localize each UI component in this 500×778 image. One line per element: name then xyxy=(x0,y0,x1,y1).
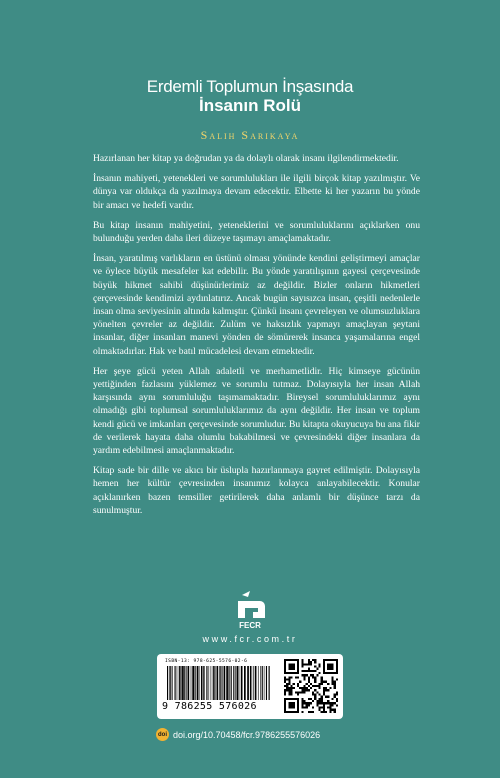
doi-text: doi.org/10.70458/fcr.9786255576026 xyxy=(173,729,321,740)
author-name: Salih Sarikaya xyxy=(200,128,300,142)
paragraph: İnsan, yaratılmış varlıkların en üstünü olması yönünde kendini geliştirmeyi amaçlar ve öylece büyük mesafeler kat edebilir. Bu yönde yaratılışının gayesi çerçevesinde büyük hikmet sahibi düşünürlerimiz az değildir. Bizler onların hikmetleri çerçevesinde kendimizi aydınlatırız. Ancak bugün sayısızca insan, çeşitli nedenlerle insan olma seviyesinin altında kalmıştır. Çünkü insanı çevreleyen ve olumsuzluklara yönelten çevreler az değildir. Zulüm ve haksızlık yapmayı amaçlayan şeytani insanlar, diğer insanları manevi yönden de sömürerek insanca yaşamalarına engel olmaktadırlar. Hak ve batıl mücadelesi devam etmektedir. xyxy=(93,253,420,357)
cover-header xyxy=(0,78,500,143)
ean-digits: 9 786255 576026 xyxy=(162,701,257,712)
paragraph: Bu kitap insanın mahiyetini, yeteneklerini ve sorumluluklarını açıklarken onu bulunduğu yerden daha ileri düzeye taşımayı amaçlamaktadır. xyxy=(93,219,420,245)
back-cover-text xyxy=(93,152,420,524)
doi-link[interactable] xyxy=(156,728,320,741)
barcode-panel xyxy=(157,654,343,719)
publisher-website[interactable]: www.fcr.com.tr xyxy=(202,634,298,644)
paragraph: İnsanın mahiyeti, yetenekleri ve sorumlulukları ile ilgili birçok kitap yazılmıştır. Ve dünya var oldukça da yazılmaya devam edecektir. Elbette ki her yazarın bu yönde bir amacı ve hedefi vardır. xyxy=(93,173,420,211)
isbn-label: ISBN-13: 978-625-5576-02-6 xyxy=(165,659,248,664)
paragraph: Kitap sade bir dille ve akıcı bir üslupla hazırlanmaya gayret edilmiştir. Dolayısıyla hemen her kültür çevresinden insanımız kolayca anlayabilecektir. Konular açıklanırken bazen temsiller getirilerek daha anlamlı bir düşünce tarzı da sunulmuştur. xyxy=(93,465,420,516)
qr-code xyxy=(284,659,338,713)
book-title: İnsanın Rolü xyxy=(199,96,301,115)
publisher-name: FECR xyxy=(239,621,261,629)
paragraph: Hazırlanan her kitap ya doğrudan ya da dolaylı olarak insanı ilgilendirmektedir. xyxy=(93,153,399,164)
ean-barcode xyxy=(165,666,273,700)
fecr-logo-icon xyxy=(230,591,270,629)
doi-icon: doi xyxy=(156,728,169,741)
paragraph: Her şeye gücü yeten Allah adaletli ve merhametlidir. Hiç kimseye gücünün yettiğinden fazlasını yüklemez ve sorumlu tutmaz. Dolayısıyla her insan Allah karşısında aynı sorumluluğu taşımamaktadır. Bireysel sorumluluklarımız aynı olmadığı gibi toplumsal sorumluluklarımız da aynı değildir. Her insan ve toplum kendi gücü ve imkanları çerçevesinde sorumludur. Bu kitapta okuyucuya bu ana fikir de verilerek hayata daha olumlu bakabilmesi ve çevresindeki diğer insanlara da yardım edebilmesi amaçlanmaktadır. xyxy=(93,365,420,457)
book-subtitle: Erdemli Toplumun İnşasında xyxy=(146,77,354,96)
